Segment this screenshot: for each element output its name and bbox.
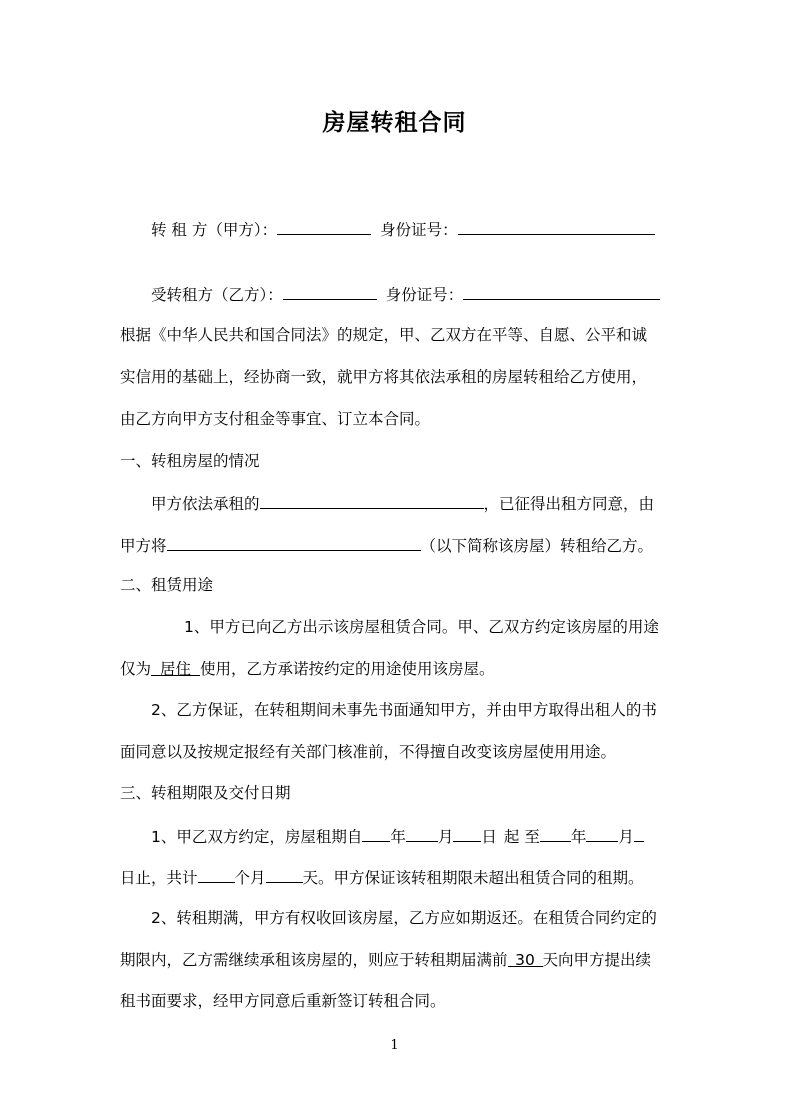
- section-3-p1-line-2: [120, 865, 680, 889]
- party-a-label: 转 租 方（甲方）：: [151, 221, 278, 239]
- section-2-heading: 二、租赁用途: [120, 576, 214, 594]
- section-1-heading: 一、转租房屋的情况: [120, 452, 260, 470]
- section-3-p2-line-1: [120, 907, 680, 929]
- month-label: 月: [437, 828, 454, 846]
- start-month-blank[interactable]: [406, 824, 438, 842]
- intro-line-3: 由乙方向甲方支付租金等事宜、订立本合同。: [120, 410, 431, 428]
- end-year-blank[interactable]: [540, 824, 571, 842]
- section-3-p2-text-b: 天向甲方提出续: [542, 951, 652, 969]
- party-b-id-label: 身份证号：: [385, 286, 464, 304]
- section-1-line-2: [120, 533, 680, 557]
- month-label-2: 月: [618, 828, 634, 846]
- end-month-blank[interactable]: [586, 824, 618, 842]
- months-unit: 个月: [234, 869, 266, 887]
- section-2-p1-text-a: 仅为: [120, 660, 152, 678]
- section-2-p1-line-2: [120, 658, 680, 680]
- section-3-p2-text: 2、转租期满，甲方有权收回该房屋，乙方应如期返还。在租赁合同约定的: [151, 909, 657, 927]
- section-2-p2-line-1: [120, 699, 680, 721]
- intro-line-2: 实信用的基础上，经协商一致，就甲方将其依法承租的房屋转租给乙方使用，: [120, 368, 648, 386]
- page-number: 1: [390, 1038, 399, 1053]
- months-blank[interactable]: [198, 865, 235, 883]
- section-1-text-d: （以下简称该房屋）转租给乙方。: [420, 537, 654, 555]
- party-a-line: [120, 217, 680, 241]
- year-label: 年: [390, 828, 406, 846]
- section-3-p1-tail: 天。甲方保证该转租期限未超出租赁合同的租期。: [302, 869, 644, 887]
- year-label-2: 年: [570, 828, 587, 846]
- section-2-p2-text: 2、乙方保证，在转租期间未事先书面通知甲方，并由甲方取得出租人的书: [151, 701, 657, 719]
- from-to-label: 起 至: [503, 828, 540, 846]
- document-title: 房屋转租合同: [322, 109, 467, 136]
- party-a-name-blank[interactable]: [277, 217, 371, 235]
- party-b-id-blank[interactable]: [463, 282, 660, 300]
- section-2-p1-text: 1、甲方已向乙方出示该房屋租赁合同。甲、乙双方约定该房屋的用途: [184, 618, 659, 636]
- house-address-blank[interactable]: [167, 533, 421, 551]
- day-label: 日: [481, 828, 497, 846]
- party-a-id-blank[interactable]: [458, 217, 655, 235]
- end-day-blank[interactable]: [634, 824, 644, 842]
- party-b-label: 受转租方（乙方）：: [151, 286, 283, 304]
- renewal-days-field[interactable]: 30: [508, 949, 543, 967]
- section-1-text-b: ，已征得出租方同意，由: [483, 495, 655, 513]
- section-3-heading: 三、转租期限及交付日期: [120, 784, 291, 802]
- intro-line-1: 根据《中华人民共和国合同法》的规定，甲、乙双方在平等、自愿、公平和诚: [120, 326, 648, 344]
- section-2-p2-line-2: 面同意以及按规定报经有关部门核准前，不得擅自改变该房屋使用用途。: [120, 743, 617, 761]
- start-year-blank[interactable]: [362, 824, 390, 842]
- section-2-p1-text-b: 使用，乙方承诺按约定的用途使用该房屋。: [200, 660, 495, 678]
- section-3-p1-end: 日止，共计: [120, 869, 198, 887]
- days-blank[interactable]: [266, 865, 303, 883]
- section-3-p1-line-1: [120, 824, 680, 848]
- original-house-blank[interactable]: [260, 491, 484, 509]
- section-1-text-c: 甲方将: [120, 537, 167, 555]
- section-3-p2-line-3: 租书面要求，经甲方同意后重新签订转租合同。: [120, 992, 446, 1010]
- section-3-p2-text-a: 期限内，乙方需继续承租该房屋的，则应于转租期届满前: [120, 951, 508, 969]
- section-1-line-1: [120, 491, 680, 515]
- party-a-id-label: 身份证号：: [380, 221, 458, 239]
- section-2-p1-line-1: [120, 616, 680, 638]
- start-day-blank[interactable]: [453, 824, 481, 842]
- section-3-p1-text: 1、甲乙双方约定，房屋租期自: [151, 828, 363, 846]
- party-b-name-blank[interactable]: [283, 282, 377, 300]
- usage-field[interactable]: 居住: [151, 658, 200, 676]
- section-3-p2-line-2: [120, 949, 680, 971]
- party-b-line: [120, 282, 680, 306]
- section-1-text-a: 甲方依法承租的: [151, 495, 260, 513]
